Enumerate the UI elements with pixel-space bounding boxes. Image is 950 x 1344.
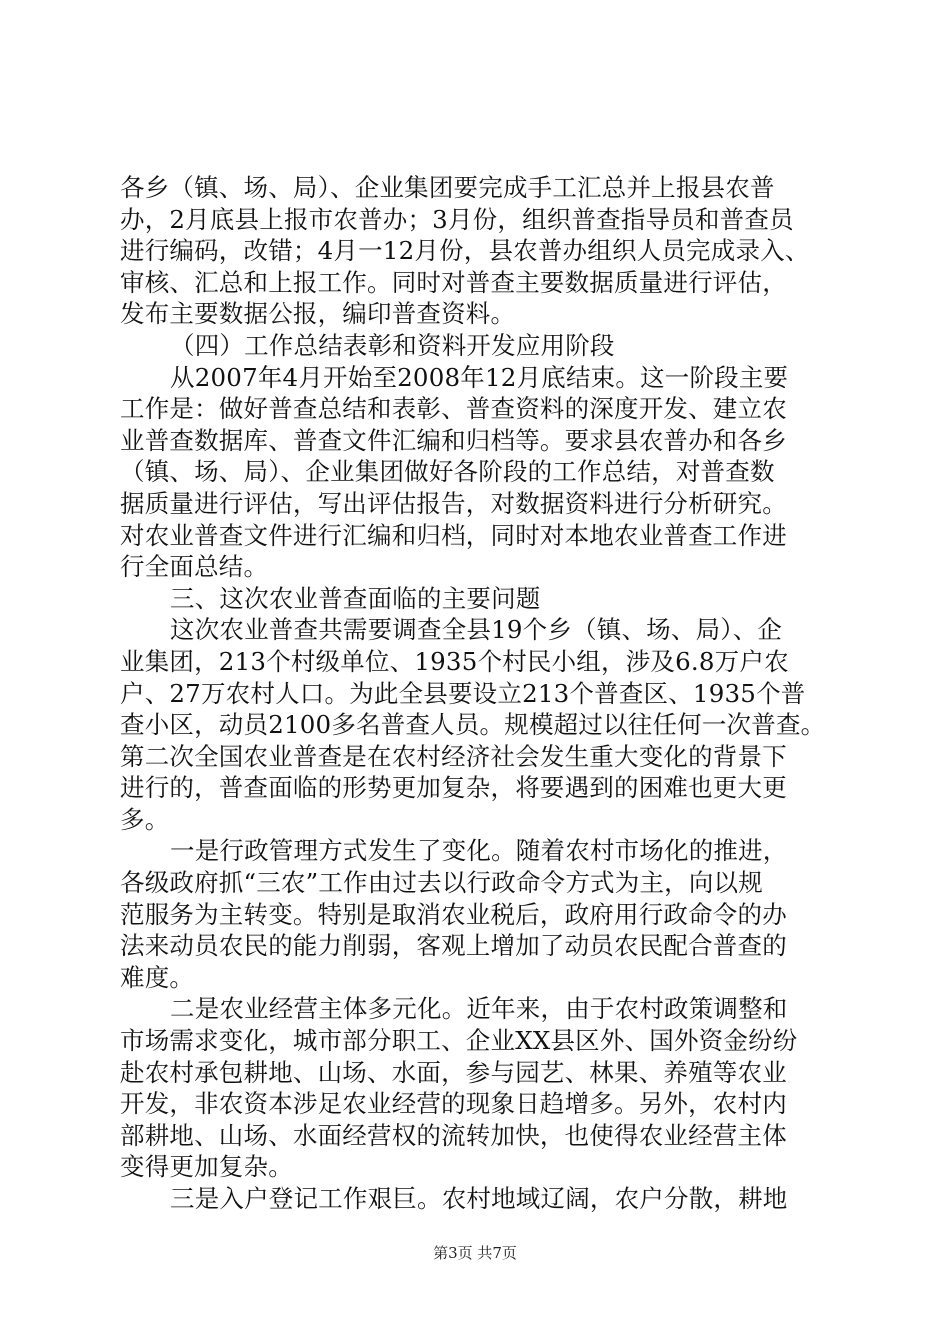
- text-line: 二是农业经营主体多元化。近年来，由于农村政策调整和: [170, 994, 788, 1024]
- text-line: 一是行政管理方式发生了变化。随着农村市场化的推进，: [170, 836, 788, 866]
- text-line: 第二次全国农业普查是在农村经济社会发生重大变化的背景下: [120, 741, 787, 771]
- text-line: 多。: [120, 804, 170, 834]
- section-heading-4: （四）工作总结表彰和资料开发应用阶段: [170, 330, 615, 360]
- text-line: 这次农业普查共需要调查全县19个乡（镇、场、局）、企: [170, 615, 783, 645]
- text-line: 业集团，213个村级单位、1935个村民小组，涉及6.8万户农: [120, 646, 789, 676]
- text-line: 部耕地、山场、水面经营权的流转加快，也使得农业经营主体: [120, 1120, 787, 1150]
- text-line: 赴农村承包耕地、山场、水面，参与园艺、林果、养殖等农业: [120, 1057, 787, 1087]
- text-line: 对农业普查文件进行汇编和归档，同时对本地农业普查工作进: [120, 520, 787, 550]
- text-line: 各乡（镇、场、局）、企业集团要完成手工汇总并上报县农普: [120, 173, 775, 202]
- document-body: [120, 172, 836, 1215]
- text-line: 从2007年4月开始至2008年12月底结束。这一阶段主要: [170, 362, 789, 392]
- text-line: 查小区，动员2100多名普查人员。规模超过以往任何一次普查。: [120, 710, 826, 740]
- text-line: 业普查数据库、普查文件汇编和归档等。要求县农普办和各乡: [120, 425, 787, 455]
- text-line: 市场需求变化，城市部分职工、企业XX县区外、国外资金纷纷: [120, 1026, 798, 1056]
- text-line: 工作是：做好普查总结和表彰、普查资料的深度开发、建立农: [120, 394, 787, 424]
- text-line: 法来动员农民的能力削弱，客观上增加了动员农民配合普查的: [120, 931, 787, 961]
- section-heading-3: 三、这次农业普查面临的主要问题: [170, 583, 541, 613]
- text-line: 行全面总结。: [120, 552, 269, 582]
- text-line: 进行的，普查面临的形势更加复杂，将要遇到的困难也更大更: [120, 773, 787, 803]
- text-line: （镇、场、局）、企业集团做好各阶段的工作总结，对普查数: [120, 457, 775, 487]
- page-footer: [0, 1243, 950, 1263]
- text-line: 变得更加复杂。: [120, 1152, 293, 1182]
- page-number: 第3页 共7页: [433, 1244, 517, 1262]
- text-line: 开发，非农资本涉足农业经营的现象日趋增多。另外，农村内: [120, 1089, 787, 1119]
- text-line: 户、27万农村人口。为此全县要设立213个普查区、1935个普: [120, 678, 806, 708]
- text-line: 发布主要数据公报，编印普查资料。: [120, 299, 516, 329]
- text-line: 难度。: [120, 962, 195, 992]
- text-line: 各级政府抓“三农”工作由过去以行政命令方式为主，向以规: [120, 868, 763, 898]
- text-line: 三是入户登记工作艰巨。农村地域辽阔，农户分散，耕地: [170, 1184, 788, 1213]
- text-line: 进行编码，改错；4月一12月份，县农普办组织人员完成录入、: [120, 236, 810, 266]
- text-line: 审核、汇总和上报工作。同时对普查主要数据质量进行评估，: [120, 267, 787, 297]
- text-line: 范服务为主转变。特别是取消农业税后，政府用行政命令的办: [120, 899, 787, 929]
- text-line: 据质量进行评估，写出评估报告，对数据资料进行分析研究。: [120, 488, 787, 518]
- text-line: 办，2月底县上报市农普办；3月份，组织普查指导员和普查员: [120, 204, 794, 234]
